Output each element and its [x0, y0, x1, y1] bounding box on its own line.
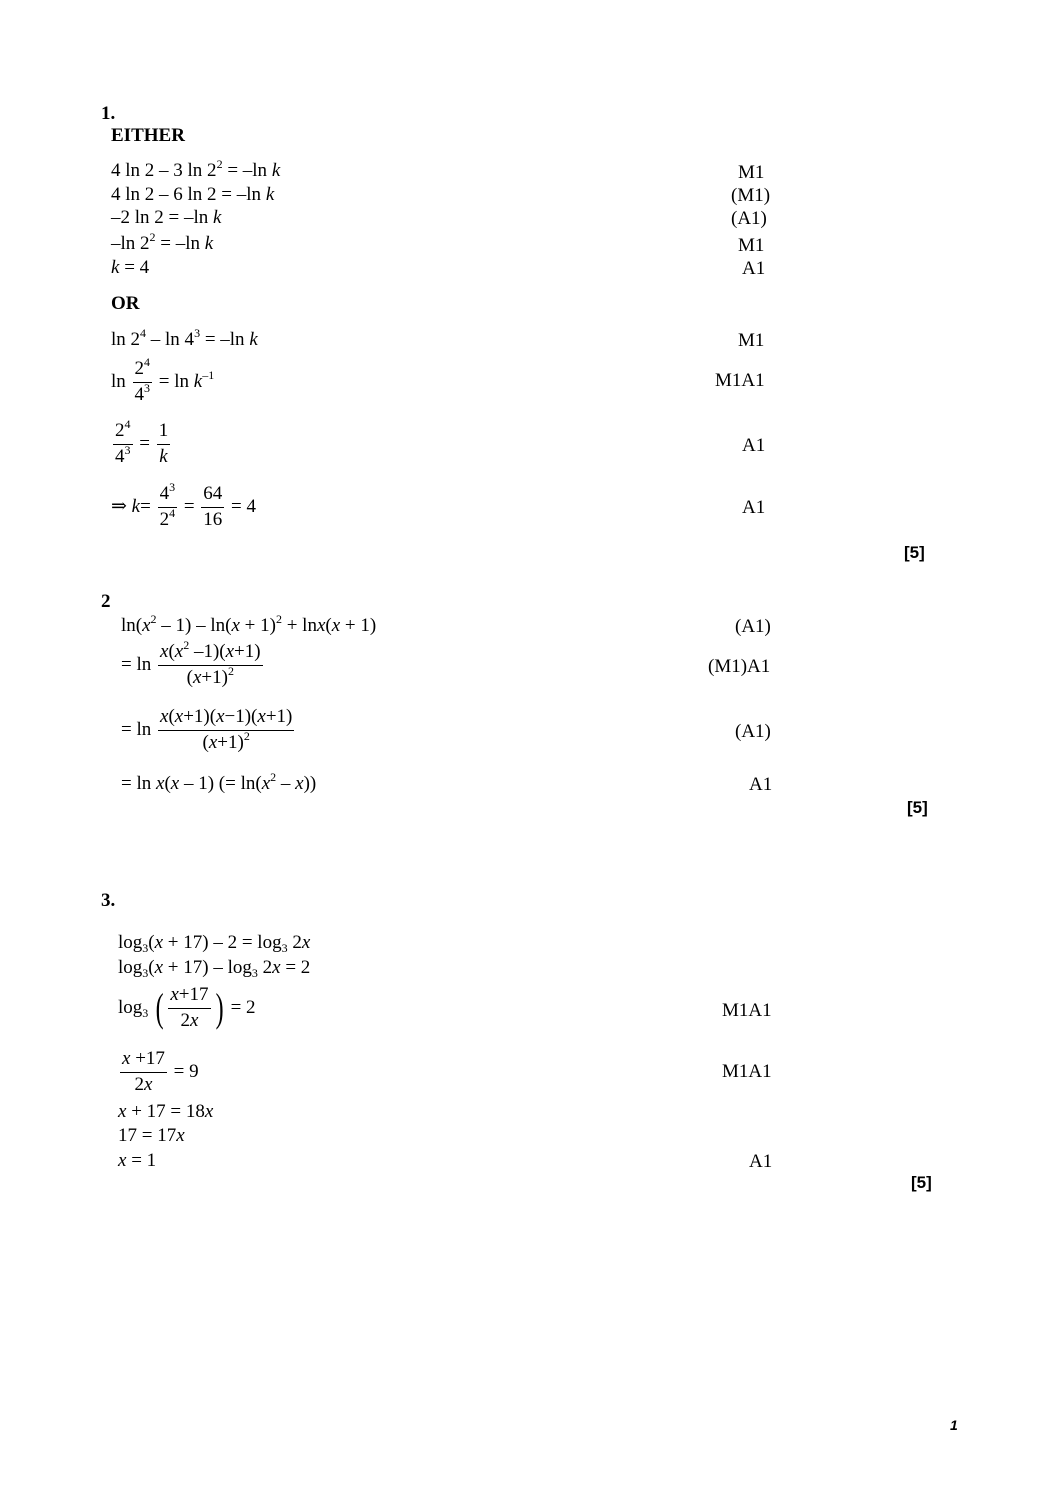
q1-either-line-2: 4 ln 2 – 6 ln 2 = –ln k — [111, 184, 275, 205]
q1-either-line-4: –ln $2^2 = -\ln$ k — [111, 230, 214, 254]
page-number: 1 — [950, 1417, 958, 1433]
q1-or-line-3: $\frac{2^4}{4^3}$ = $\frac{1}{k}$ — [115, 417, 169, 467]
q1-mark-o3: A1 — [742, 435, 766, 456]
q3-mark-7: A1 — [749, 1151, 773, 1172]
q3-number: 3. — [101, 890, 116, 911]
q1-mark-o2: M1A1 — [715, 370, 765, 391]
q1-or-line-4: ⇒ k= $\frac{4^3}{2^4}$ = $\frac{64}{16}$ = 4 — [111, 480, 257, 530]
q3-line-6: 17 = 17x — [118, 1125, 185, 1146]
q2-number: 2 — [101, 591, 111, 612]
q3-line-7: x = 1 — [118, 1150, 157, 1171]
q1-or-line-1: $\ln 2^4 - \ln 4^3 = -\ln$ k — [111, 326, 258, 350]
q1-mark-e4: M1 — [738, 235, 765, 256]
q1-or-label: OR — [111, 293, 140, 314]
q1-mark-e5: A1 — [742, 258, 766, 279]
q2-mark-2: (M1)A1 — [708, 656, 771, 677]
q2-line-2: = ln $\frac{x(x^2 -1)(x+1)}{(x+1)^2}$ — [121, 638, 261, 688]
q2-line-1: $\ln(x^2 - 1) - \ln(x + 1)^2 + \ln x(x + 1)$ — [121, 612, 377, 636]
q1-total-marks: [5] — [904, 543, 925, 562]
q2-mark-3: (A1) — [735, 721, 771, 742]
q1-mark-e3: (A1) — [731, 208, 767, 229]
q1-mark-e2: (M1) — [731, 185, 771, 206]
q1-number: 1. — [101, 103, 116, 124]
q3-mark-3: M1A1 — [722, 1000, 772, 1021]
q2-mark-1: (A1) — [735, 616, 771, 637]
q1-either-line-5: k = 4 — [111, 257, 150, 278]
q3-line-1: $\log_3(x + 17) - 2 = \log_3 2x$ — [118, 932, 311, 955]
q3-line-4: $\frac{x +17}{2x}$ = 9 — [122, 1048, 199, 1095]
q1-either-label: EITHER — [111, 125, 185, 146]
q1-mark-o4: A1 — [742, 497, 766, 518]
q3-line-3: $\log_3$ ( $\frac{x+17}{2x}$ ) = 2 — [118, 984, 256, 1031]
q2-line-4: = ln x(x – 1) (= $\ln(x^2 - x)$) — [121, 770, 317, 794]
q2-mark-4: A1 — [749, 774, 773, 795]
q3-line-2: $\log_3(x + 17) - \log_3 2x = 2$ — [118, 957, 311, 980]
q1-or-line-2: ln $\frac{2^4}{4^3}$ = $\ln k^{-1}$ — [111, 355, 215, 405]
q1-either-line-3: –2 ln 2 = –ln k — [111, 207, 222, 228]
q3-mark-4: M1A1 — [722, 1061, 772, 1082]
q3-total-marks: [5] — [911, 1173, 932, 1192]
q1-either-line-1: 4 ln 2 – 3 $\ln 2^2 = -\ln$ k — [111, 157, 281, 181]
q2-total-marks: [5] — [907, 798, 928, 817]
q3-line-5: x + 17 = 18x — [118, 1101, 214, 1122]
q2-line-3: = ln $\frac{x(x+1)(x-1)(x+1)}{(x+1)^2}$ — [121, 706, 293, 753]
q1-mark-o1: M1 — [738, 330, 765, 351]
q1-mark-e1: M1 — [738, 162, 765, 183]
